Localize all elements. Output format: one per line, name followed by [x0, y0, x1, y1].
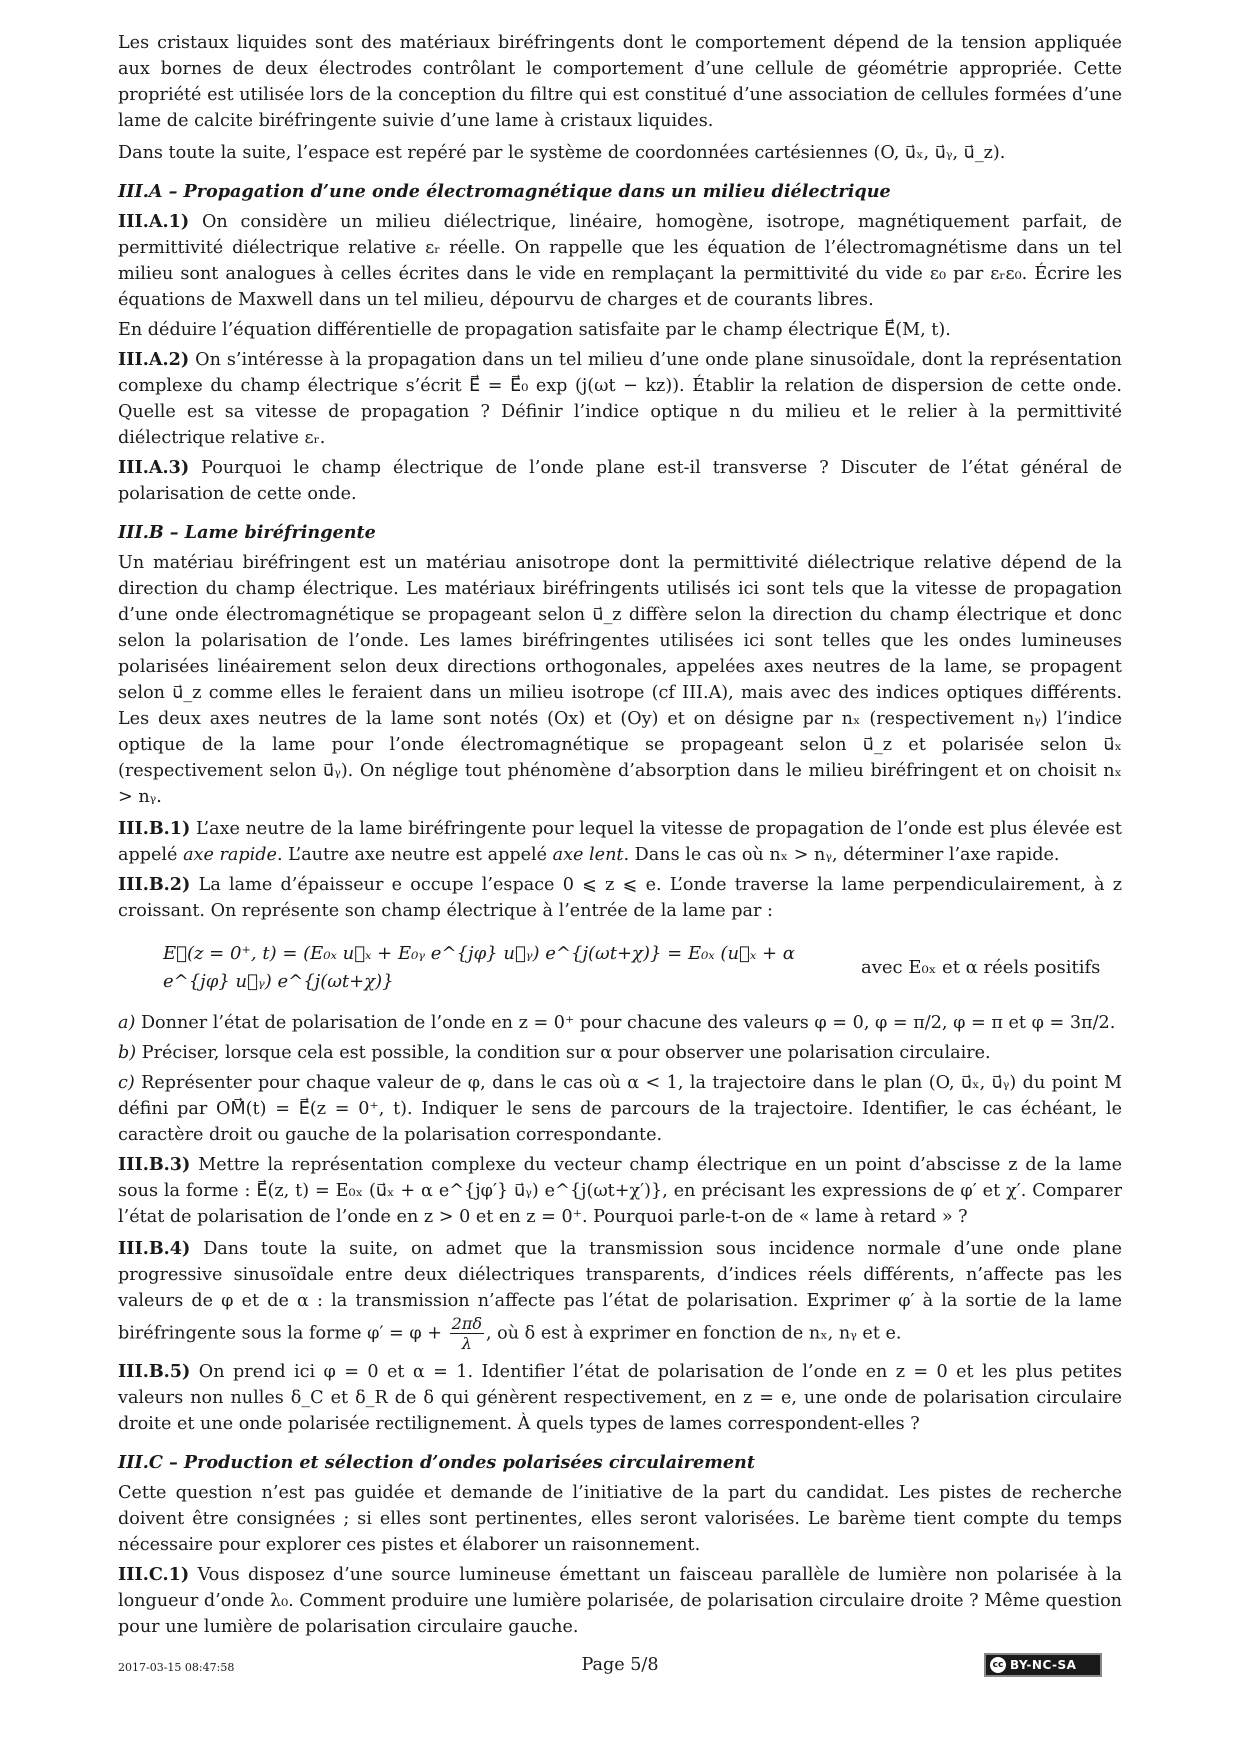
question-text: , où δ est à exprimer en fonction de nₓ, nᵧ et e.	[485, 1323, 902, 1344]
question-label: III.A.1)	[118, 211, 190, 232]
page-number: Page 5/8	[581, 1655, 659, 1675]
question-text: Donner l’état de polarisation de l’onde en z = 0⁺ pour chacune des valeurs φ = 0, φ = π/2, φ = π et φ = 3π/2.	[140, 1013, 1116, 1033]
equation-entry-field	[163, 940, 1122, 996]
question-a3	[118, 455, 1122, 507]
equation-note: avec E₀ₓ et α réels positifs	[861, 957, 1101, 978]
section-b-intro: Un matériau biréfringent est un matériau anisotrope dont la permittivité diélectrique relative dépend de la direction du champ électrique. Les matériaux biréfringents utilisés ici sont tels que la vitesse de propagation d’une onde électromagnétique se propageant selon u⃗_z diffère selon la direction du champ électrique et donc selon la polarisation de l’onde. Les lames biréfringentes utilisées ici sont telles que les ondes lumineuses polarisées linéairement selon deux directions orthogonales, appelées axes neutres de la lame, se propagent selon u⃗_z comme elles le feraient dans un milieu isotrope (cf III.A), mais avec des indices optiques différents. Les deux axes neutres de la lame sont notés (Ox) et (Oy) et on désigne par nₓ (respectivement nᵧ) l’indice optique de la lame pour l’onde électromagnétique se propageant selon u⃗_z et polarisée selon u⃗ₓ (respectivement selon u⃗ᵧ). On néglige tout phénomène d’absorption dans le milieu biréfringent et on choisit nₓ > nᵧ.	[118, 553, 1122, 807]
question-text: Représenter pour chaque valeur de φ, dans le cas où α < 1, la trajectoire dans le plan (O, u⃗ₓ, u⃗ᵧ) du point M défini par OM⃗(t) = E⃗(z = 0⁺, t). Indiquer le sens de parcours de la trajectoire. Identifier, le cas échéant, le caractère droit ou gauche de la polarisation correspondante.	[118, 1073, 1122, 1145]
question-label: III.B.4)	[118, 1238, 191, 1259]
question-label: III.C.1)	[118, 1564, 190, 1585]
section-title-c: III.C – Production et sélection d’ondes polarisées circulairement	[118, 1452, 755, 1473]
question-a1-followup: En déduire l’équation différentielle de propagation satisfaite par le champ électrique E⃗(M, t).	[118, 320, 951, 340]
question-label: III.B.2)	[118, 874, 191, 895]
question-a2	[118, 347, 1122, 451]
question-b2a	[118, 1010, 1122, 1036]
question-b2	[118, 872, 1122, 924]
question-text: . Dans le cas où nₓ > nᵧ, déterminer l’axe rapide.	[623, 845, 1060, 865]
question-b5	[118, 1359, 1122, 1437]
question-b1	[118, 816, 1122, 868]
question-b2c	[118, 1070, 1122, 1148]
license-label: BY-NC-SA	[1010, 1658, 1077, 1672]
subquestion-label: b)	[118, 1043, 137, 1063]
equation: E⃗(z = 0⁺, t) = (E₀ₓ u⃗ₓ + E₀ᵧ e^{jφ} u⃗ᵧ) e^{j(ωt+χ)} = E₀ₓ (u⃗ₓ + α e^{jφ} u⃗ᵧ) e^{j(ωt+χ)}	[163, 943, 795, 992]
question-label: III.B.3)	[118, 1154, 191, 1175]
question-text: Vous disposez d’une source lumineuse émettant un faisceau parallèle de lumière non polarisée à la longueur d’onde λ₀. Comment produire une lumière polarisée, de polarisation circulaire droite ? Même question pour une lumière de polarisation circulaire gauche.	[118, 1565, 1123, 1637]
subquestion-label: c)	[118, 1073, 135, 1093]
question-b3	[118, 1152, 1122, 1230]
question-b2b	[118, 1040, 1122, 1066]
question-label: III.A.2)	[118, 349, 190, 370]
question-text: L’axe neutre de la lame biréfringente pour lequel la vitesse de propagation de l’onde est plus élevée est appelé	[118, 819, 1122, 865]
timestamp: 2017-03-15 08:47:58	[118, 1661, 235, 1674]
fraction-numerator: 2πδ	[451, 1314, 482, 1333]
question-text: La lame d’épaisseur e occupe l’espace 0 ⩽ z ⩽ e. L’onde traverse la lame perpendiculairement, à z croissant. On représente son champ électrique à l’entrée de la lame par :	[118, 875, 1123, 921]
term-axe-rapide: axe rapide	[183, 845, 277, 865]
question-text: On prend ici φ = 0 et α = 1. Identifier l’état de polarisation de l’onde en z = 0 et les plus petites valeurs non nulles δ_C et δ_R de δ qui génèrent respectivement, en z = e, une onde de polarisation circulaire droite et une onde polarisée rectilignement. À quels types de lames correspondent-elles ?	[118, 1362, 1123, 1434]
question-text: Préciser, lorsque cela est possible, la condition sur α pour observer une polarisation circulaire.	[141, 1043, 991, 1063]
question-b4	[118, 1236, 1122, 1353]
page-footer	[0, 1653, 1240, 1683]
question-a1	[118, 209, 1122, 313]
question-text: Pourquoi le champ électrique de l’onde plane est-il transverse ? Discuter de l’état général de polarisation de cette onde.	[118, 458, 1123, 504]
intro-paragraph: Les cristaux liquides sont des matériaux biréfringents dont le comportement dépend de la tension appliquée aux bornes de deux électrodes contrôlant le comportement d’une cellule de géométrie appropriée. Cette propriété est utilisée lors de la conception du filtre qui est constitué d’une association de cellules formées d’une lame de calcite biréfringente suivie d’une lame à cristaux liquides.	[118, 33, 1122, 131]
license-badge	[984, 1653, 1102, 1677]
section-title-b: III.B – Lame biréfringente	[118, 522, 376, 543]
question-text: Dans toute la suite, on admet que la transmission sous incidence normale d’une onde plane progressive sinusoïdale entre deux diélectriques transparents, d’indices réels différents, n’affecte pas les valeurs de φ et de α : la transmission n’affecte pas l’état de polarisation. Exprimer φ′ à la sortie de la lame biréfringente sous la forme φ′ = φ +	[118, 1239, 1122, 1344]
question-text: Mettre la représentation complexe du vecteur champ électrique en un point d’abscisse z de la lame sous la forme : E⃗(z, t) = E₀ₓ (u⃗ₓ + α e^{jφ′} u⃗ᵧ) e^{j(ωt+χ′)}, en précisant les expressions de φ′ et χ′. Comparer l’état de polarisation de l’onde en z > 0 et en z = 0⁺. Pourquoi parle-t-on de « lame à retard » ?	[118, 1155, 1122, 1227]
question-label: III.B.1)	[118, 818, 191, 839]
section-title-a: III.A – Propagation d’une onde électromagnétique dans un milieu diélectrique	[118, 181, 891, 202]
fraction-2pi-delta-lambda	[450, 1314, 484, 1353]
document-body	[118, 30, 1122, 1640]
question-label: III.A.3)	[118, 457, 190, 478]
question-text: On considère un milieu diélectrique, linéaire, homogène, isotrope, magnétiquement parfait, de permittivité diélectrique relative εᵣ réelle. On rappelle que les équation de l’électromagnétisme dans un tel milieu sont analogues à celles écrites dans le vide en remplaçant la permittivité du vide ε₀ par εᵣε₀. Écrire les équations de Maxwell dans un tel milieu, dépourvu de charges et de courants libres.	[118, 212, 1123, 310]
question-label: III.B.5)	[118, 1361, 191, 1382]
cc-icon: cc	[990, 1657, 1006, 1673]
section-c-intro: Cette question n’est pas guidée et demande de l’initiative de la part du candidat. Les pistes de recherche doivent être consignées ; si elles sont pertinentes, elles seront valorisées. Le barème tient compte du temps nécessaire pour explorer ces pistes et élaborer un raisonnement.	[118, 1483, 1122, 1555]
question-text: On s’intéresse à la propagation dans un tel milieu d’une onde plane sinusoïdale, dont la représentation complexe du champ électrique s’écrit E⃗ = E⃗₀ exp (j(ωt − kz)). Établir la relation de dispersion de cette onde. Quelle est sa vitesse de propagation ? Définir l’indice optique n du milieu et le relier à la permittivité diélectrique relative εᵣ.	[118, 350, 1122, 448]
fraction-denominator: λ	[461, 1334, 472, 1353]
question-text: . L’autre axe neutre est appelé	[276, 845, 553, 865]
subquestion-label: a)	[118, 1013, 136, 1033]
intro-coordinates: Dans toute la suite, l’espace est repéré par le système de coordonnées cartésiennes (O, u⃗ₓ, u⃗ᵧ, u⃗_z).	[118, 143, 1006, 163]
question-c1	[118, 1562, 1122, 1640]
term-axe-lent: axe lent	[552, 845, 624, 865]
